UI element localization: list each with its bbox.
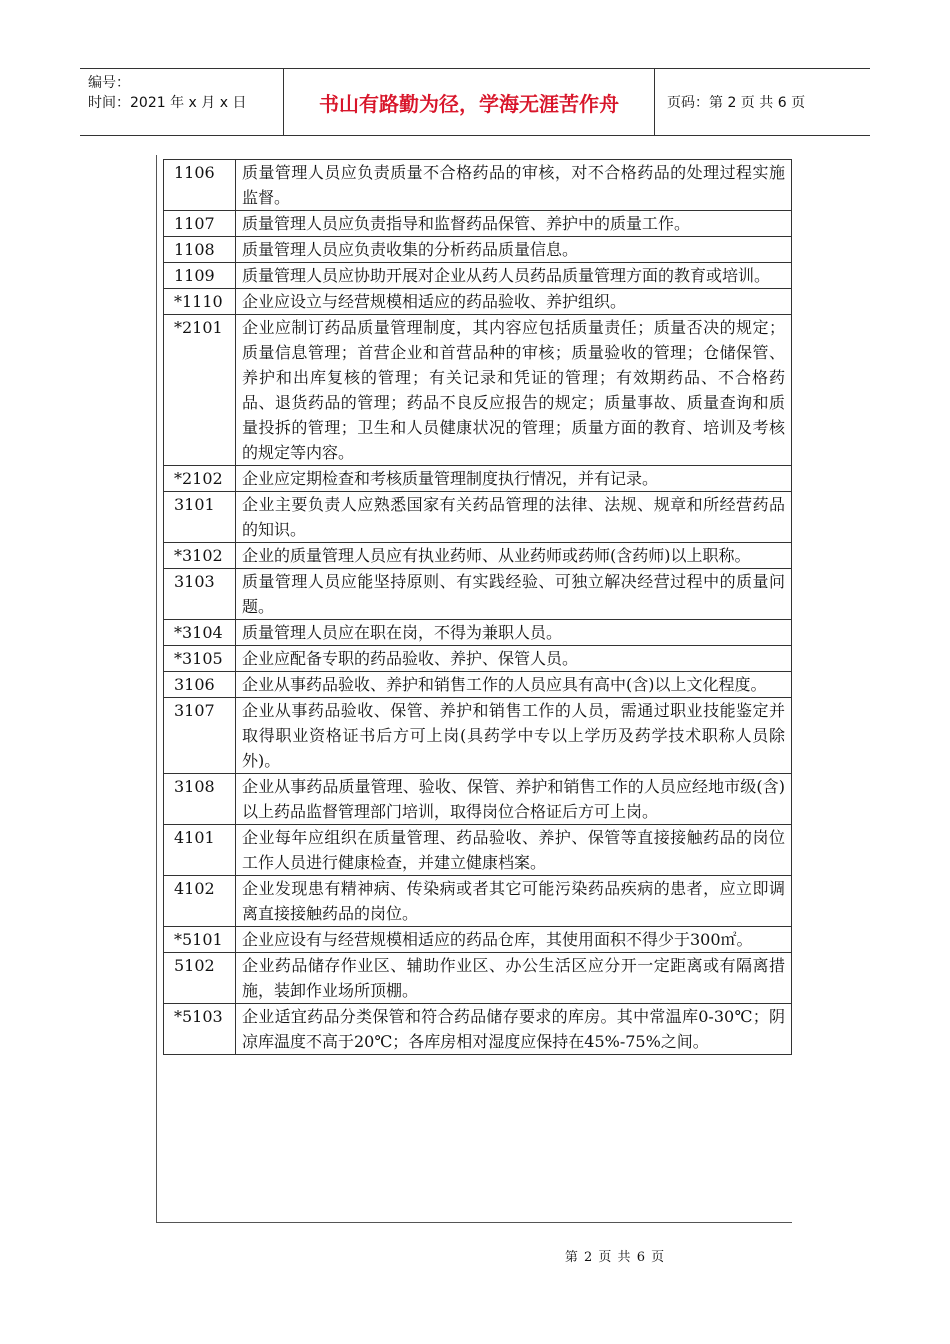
table-row (164, 927, 792, 953)
item-code: 1109 (164, 263, 236, 289)
item-requirement: 企业的质量管理人员应有执业药师、从业药师或药师(含药师)以上职称。 (236, 543, 792, 569)
table-row (164, 1004, 792, 1055)
table-row (164, 646, 792, 672)
item-requirement: 企业应设有与经营规模相适应的药品仓库，其使用面积不得少于300㎡。 (236, 927, 792, 953)
table-row (164, 466, 792, 492)
item-requirement: 企业适宜药品分类保管和符合药品储存要求的库房。其中常温库0-30℃；阴凉库温度不高于20℃；各库房相对湿度应保持在45%-75%之间。 (236, 1004, 792, 1055)
table-row (164, 825, 792, 876)
item-requirement: 企业从事药品验收、养护和销售工作的人员应具有高中(含)以上文化程度。 (236, 672, 792, 698)
item-code: 3106 (164, 672, 236, 698)
item-requirement: 企业发现患有精神病、传染病或者其它可能污染药品疾病的患者，应立即调离直接接触药品的岗位。 (236, 876, 792, 927)
item-requirement: 企业从事药品质量管理、验收、保管、养护和销售工作的人员应经地市级(含)以上药品监督管理部门培训，取得岗位合格证后方可上岗。 (236, 774, 792, 825)
item-requirement: 企业从事药品验收、保管、养护和销售工作的人员，需通过职业技能鉴定并取得职业资格证书后方可上岗(具药学中专以上学历及药学技术职称人员除外)。 (236, 698, 792, 774)
item-requirement: 企业应制订药品质量管理制度，其内容应包括质量责任；质量否决的规定；质量信息管理；首营企业和首营品种的审核；质量验收的管理；仓储保管、养护和出库复核的管理；有关记录和凭证的管理；有效期药品、不合格药品、退货药品的管理；药品不良反应报告的规定；质量事故、质量查询和质量投拆的管理；卫生和人员健康状况的管理；质量方面的教育、培训及考核的规定等内容。 (236, 315, 792, 466)
item-requirement: 企业每年应组织在质量管理、药品验收、养护、保管等直接接触药品的岗位工作人员进行健康检查，并建立健康档案。 (236, 825, 792, 876)
item-code: 4101 (164, 825, 236, 876)
table-row (164, 774, 792, 825)
item-requirement: 企业应配备专职的药品验收、养护、保管人员。 (236, 646, 792, 672)
item-code: 1107 (164, 211, 236, 237)
item-code: *3102 (164, 543, 236, 569)
table-row (164, 698, 792, 774)
table-row (164, 315, 792, 466)
table-row (164, 160, 792, 211)
item-code: 3107 (164, 698, 236, 774)
item-code: *2101 (164, 315, 236, 466)
item-code: *3104 (164, 620, 236, 646)
table-row (164, 492, 792, 543)
item-code: 3101 (164, 492, 236, 543)
item-code: 5102 (164, 953, 236, 1004)
item-code: *3105 (164, 646, 236, 672)
item-requirement: 质量管理人员应在职在岗，不得为兼职人员。 (236, 620, 792, 646)
item-code: 3108 (164, 774, 236, 825)
item-requirement: 质量管理人员应负责收集的分析药品质量信息。 (236, 237, 792, 263)
header-motto: 书山有路勤为径，学海无涯苦作舟 (283, 69, 655, 135)
item-code: *1110 (164, 289, 236, 315)
standards-table (163, 159, 792, 1055)
item-requirement: 企业主要负责人应熟悉国家有关药品管理的法律、法规、规章和所经营药品的知识。 (236, 492, 792, 543)
item-requirement: 质量管理人员应负责指导和监督药品保管、养护中的质量工作。 (236, 211, 792, 237)
item-code: 4102 (164, 876, 236, 927)
table-row (164, 289, 792, 315)
item-requirement: 质量管理人员应能坚持原则、有实践经验、可独立解决经营过程中的质量问题。 (236, 569, 792, 620)
document-date-label: 时间：2021 年 x 月 x 日 (88, 95, 247, 111)
item-code: *5101 (164, 927, 236, 953)
page-header (80, 68, 870, 136)
header-meta (80, 69, 283, 135)
item-code: 3103 (164, 569, 236, 620)
table-row (164, 211, 792, 237)
item-requirement: 企业药品储存作业区、辅助作业区、办公生活区应分开一定距离或有隔离措施，装卸作业场所顶棚。 (236, 953, 792, 1004)
table-row (164, 876, 792, 927)
item-code: 1108 (164, 237, 236, 263)
table-row (164, 263, 792, 289)
page-footer: 第 2 页 共 6 页 (564, 1250, 666, 1265)
item-requirement: 质量管理人员应负责质量不合格药品的审核，对不合格药品的处理过程实施监督。 (236, 160, 792, 211)
table-row (164, 237, 792, 263)
item-code: *2102 (164, 466, 236, 492)
table-row (164, 672, 792, 698)
item-requirement: 企业应定期检查和考核质量管理制度执行情况，并有记录。 (236, 466, 792, 492)
item-code: 1106 (164, 160, 236, 211)
item-code: *5103 (164, 1004, 236, 1055)
table-row (164, 620, 792, 646)
document-number-label: 编号： (88, 75, 130, 91)
table-row (164, 953, 792, 1004)
item-requirement: 企业应设立与经营规模相适应的药品验收、养护组织。 (236, 289, 792, 315)
table-row (164, 569, 792, 620)
item-requirement: 质量管理人员应协助开展对企业从药人员药品质量管理方面的教育或培训。 (236, 263, 792, 289)
header-page-label: 页码：第 2 页 共 6 页 (667, 95, 806, 111)
table-row (164, 543, 792, 569)
